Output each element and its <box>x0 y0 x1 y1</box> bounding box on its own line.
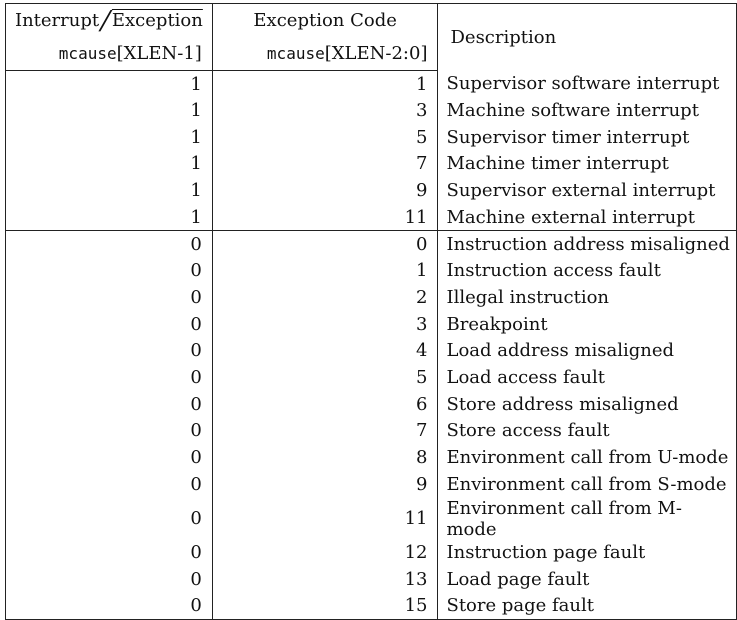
table-header <box>6 4 737 71</box>
header-row-top <box>6 4 737 37</box>
exception-code-cell: 11 <box>212 498 438 540</box>
interrupt-cell: 0 <box>6 337 213 364</box>
description-cell: Machine external interrupt <box>446 206 695 228</box>
table-row <box>6 71 737 98</box>
table-row <box>6 124 737 151</box>
interrupt-cell: 1 <box>6 151 213 178</box>
description-cell: Supervisor timer interrupt <box>446 126 690 148</box>
description-cell: Load access fault <box>446 366 605 388</box>
interrupt-cell: 0 <box>6 417 213 444</box>
table-row <box>6 417 737 444</box>
interrupt-cell: 0 <box>6 231 213 258</box>
table-row <box>6 257 737 284</box>
exception-code-cell: 2 <box>212 284 438 311</box>
description-cell: Load address misaligned <box>446 340 675 362</box>
table-row <box>6 204 737 231</box>
exception-code-cell: 4 <box>212 337 438 364</box>
description-cell: Supervisor software interrupt <box>446 73 720 95</box>
table-row <box>6 337 737 364</box>
description-cell: Load page fault <box>446 569 590 591</box>
table-row <box>6 540 737 567</box>
description-cell: Illegal instruction <box>446 286 610 308</box>
interrupt-cell: 0 <box>6 444 213 471</box>
exception-code-cell: 11 <box>212 204 438 231</box>
description-cell: Store page fault <box>446 595 594 617</box>
table-row <box>6 593 737 620</box>
interrupt-cell: 1 <box>6 177 213 204</box>
exception-code-cell: 6 <box>212 391 438 418</box>
description-cell: Instruction page fault <box>446 542 646 564</box>
header-mcause-xlen-1 <box>6 36 213 71</box>
interrupt-cell: 1 <box>6 97 213 124</box>
interrupt-cell: 0 <box>6 593 213 620</box>
exception-code-cell: 9 <box>212 471 438 498</box>
interrupt-cell: 0 <box>6 284 213 311</box>
header-interrupt-exception <box>6 4 213 37</box>
description-cell: Supervisor external interrupt <box>446 180 716 202</box>
table-row <box>6 566 737 593</box>
description-cell: Machine software interrupt <box>446 100 699 122</box>
table-row <box>6 498 737 540</box>
slash-divider: / <box>97 5 114 36</box>
interrupt-cell: 0 <box>6 540 213 567</box>
header-description: Description <box>450 26 557 48</box>
header-exception-code: Exception Code <box>212 4 438 37</box>
interrupt-cell: 0 <box>6 498 213 540</box>
interrupt-cell: 0 <box>6 257 213 284</box>
mcause-table <box>5 3 737 620</box>
description-cell: Environment call from M-mode <box>446 497 682 540</box>
exception-code-cell: 12 <box>212 540 438 567</box>
exception-code-cell: 5 <box>212 124 438 151</box>
interrupt-cell: 1 <box>6 204 213 231</box>
interrupt-cell: 0 <box>6 311 213 338</box>
table-row <box>6 391 737 418</box>
description-cell: Environment call from S-mode <box>446 473 727 495</box>
table-row <box>6 471 737 498</box>
table-row <box>6 284 737 311</box>
header-mcause-range-1: [XLEN-1] <box>116 42 202 64</box>
description-cell: Store address misaligned <box>446 393 679 415</box>
header-mcause-xlen-2 <box>212 36 438 71</box>
table-row <box>6 97 737 124</box>
header-exception-label: Exception <box>111 9 203 31</box>
exception-code-cell: 7 <box>212 417 438 444</box>
exception-code-cell: 3 <box>212 97 438 124</box>
interrupt-cell: 0 <box>6 566 213 593</box>
exception-code-cell: 9 <box>212 177 438 204</box>
exception-code-cell: 3 <box>212 311 438 338</box>
interrupt-cell: 1 <box>6 71 213 98</box>
table-row <box>6 364 737 391</box>
interrupt-cell: 1 <box>6 124 213 151</box>
table-row <box>6 151 737 178</box>
description-cell: Environment call from U-mode <box>446 446 729 468</box>
exception-code-cell: 0 <box>212 231 438 258</box>
description-cell: Machine timer interrupt <box>446 153 669 175</box>
interrupt-cell: 0 <box>6 364 213 391</box>
exception-code-cell: 8 <box>212 444 438 471</box>
table-row <box>6 177 737 204</box>
description-cell: Breakpoint <box>446 313 548 335</box>
description-cell: Store access fault <box>446 420 610 442</box>
exception-code-cell: 13 <box>212 566 438 593</box>
exception-code-cell: 15 <box>212 593 438 620</box>
header-mcause-mono-2: mcause <box>266 43 325 63</box>
description-cell: Instruction address misaligned <box>438 231 737 258</box>
exception-code-cell: 1 <box>212 71 438 98</box>
description-cell: Instruction access fault <box>446 260 661 282</box>
mcause-table-container <box>5 3 737 620</box>
table-body <box>6 71 737 620</box>
header-interrupt-label: Interrupt <box>14 9 100 31</box>
interrupt-cell: 0 <box>6 391 213 418</box>
table-row <box>6 311 737 338</box>
interrupt-cell: 0 <box>6 471 213 498</box>
header-mcause-range-2: [XLEN-2:0] <box>324 42 428 64</box>
exception-code-cell: 1 <box>212 257 438 284</box>
header-mcause-mono-1: mcause <box>58 43 117 63</box>
exception-code-cell: 5 <box>212 364 438 391</box>
exception-code-cell: 7 <box>212 151 438 178</box>
table-row <box>6 231 737 258</box>
table-row <box>6 444 737 471</box>
